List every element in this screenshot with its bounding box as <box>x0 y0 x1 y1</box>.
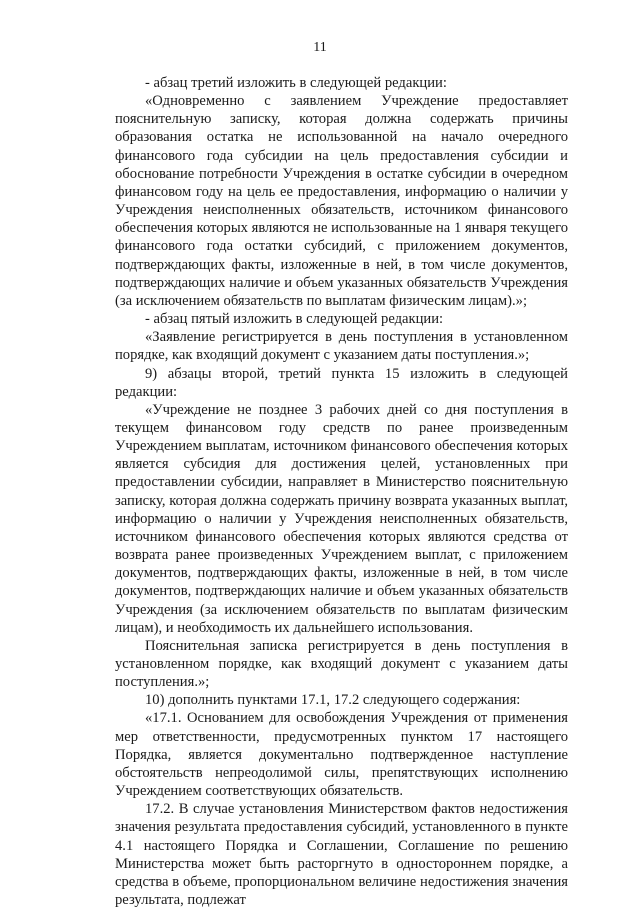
paragraph-registration-text: «Заявление регистрируется в день поступления в установленном порядке, как входящий документ с указанием даты поступления.»; <box>115 329 568 364</box>
paragraph-explanatory-note-text: «Одновременно с заявлением Учреждение предоставляет пояснительную записку, которая должна содержать причины образования остатка не использованной на начало очередного финансового года субсидии на цель предоставления субсидии и обоснование потребности Учреждения в остатке субсидии в очередном финансовом году на цель ее предоставления, информацию о наличии у Учреждения неисполненных обязательств, источником финансового обеспечения которых являются не использованные на 1 января текущего финансового года остатки субсидий, с приложением документов, подтверждающих факты, изложенные в ней, в том числе документов, подтверждающих наличие и объем указанных обязательств Учреждения (за исключением обязательств по выплатам физическим лицам).»; <box>115 93 568 309</box>
document-body <box>115 74 568 909</box>
paragraph-clause-17-1: «17.1. Основанием для освобождения Учреждения от применения мер ответственности, предусмотренных пунктом 17 настоящего Порядка, является документально подтвержденное наступление обстоятельств непреодолимой силы, препятствующих исполнению Учреждением соответствующих обязательств. <box>115 710 568 800</box>
paragraph-item-9: 9) абзацы второй, третий пункта 15 изложить в следующей редакции: <box>115 365 568 400</box>
page-number: 11 <box>313 40 327 55</box>
paragraph-refund-note-text: «Учреждение не позднее 3 рабочих дней со дня поступления в текущем финансовом году средств по ранее произведенным Учреждением выплатам, источником финансового обеспечения которых является субсидия для достижения целей, установленных при предоставлении субсидии, направляет в Министерство пояснительную записку, которая должна содержать причину возврата указанных выплат, информацию о наличии у Учреждения неисполненных обязательств, источником финансового обеспечения которых являются средства от возврата ранее произведенных Учреждением выплат, с приложением документов, подтверждающих факты, изложенные в ней, в том числе документов, подтверждающих наличие и объем указанных обязательств Учреждения (за исключением обязательств по выплатам физическим лицам), и необходимость их дальнейшего использования. <box>115 401 568 636</box>
paragraph-amendment-para-5: - абзац пятый изложить в следующей редакции: <box>145 311 444 328</box>
paragraph-amendment-para-3: - абзац третий изложить в следующей редакции: <box>145 75 447 91</box>
paragraph-note-registration: Пояснительная записка регистрируется в день поступления в установленном порядке, как входящий документ с указанием даты поступления.»; <box>115 637 568 691</box>
paragraph-item-10: 10) дополнить пунктами 17.1, 17.2 следующего содержания: <box>145 692 521 709</box>
paragraph-clause-17-2: 17.2. В случае установления Министерством фактов недостижения значения результата предоставления субсидий, установленного в пункте 4.1 настоящего Порядка и Соглашении, Соглашение по решению Министерства может быть расторгнуто в одностороннем порядке, а средства в объеме, пропорциональном величине недостижения значения результата, подлежат <box>115 801 568 909</box>
